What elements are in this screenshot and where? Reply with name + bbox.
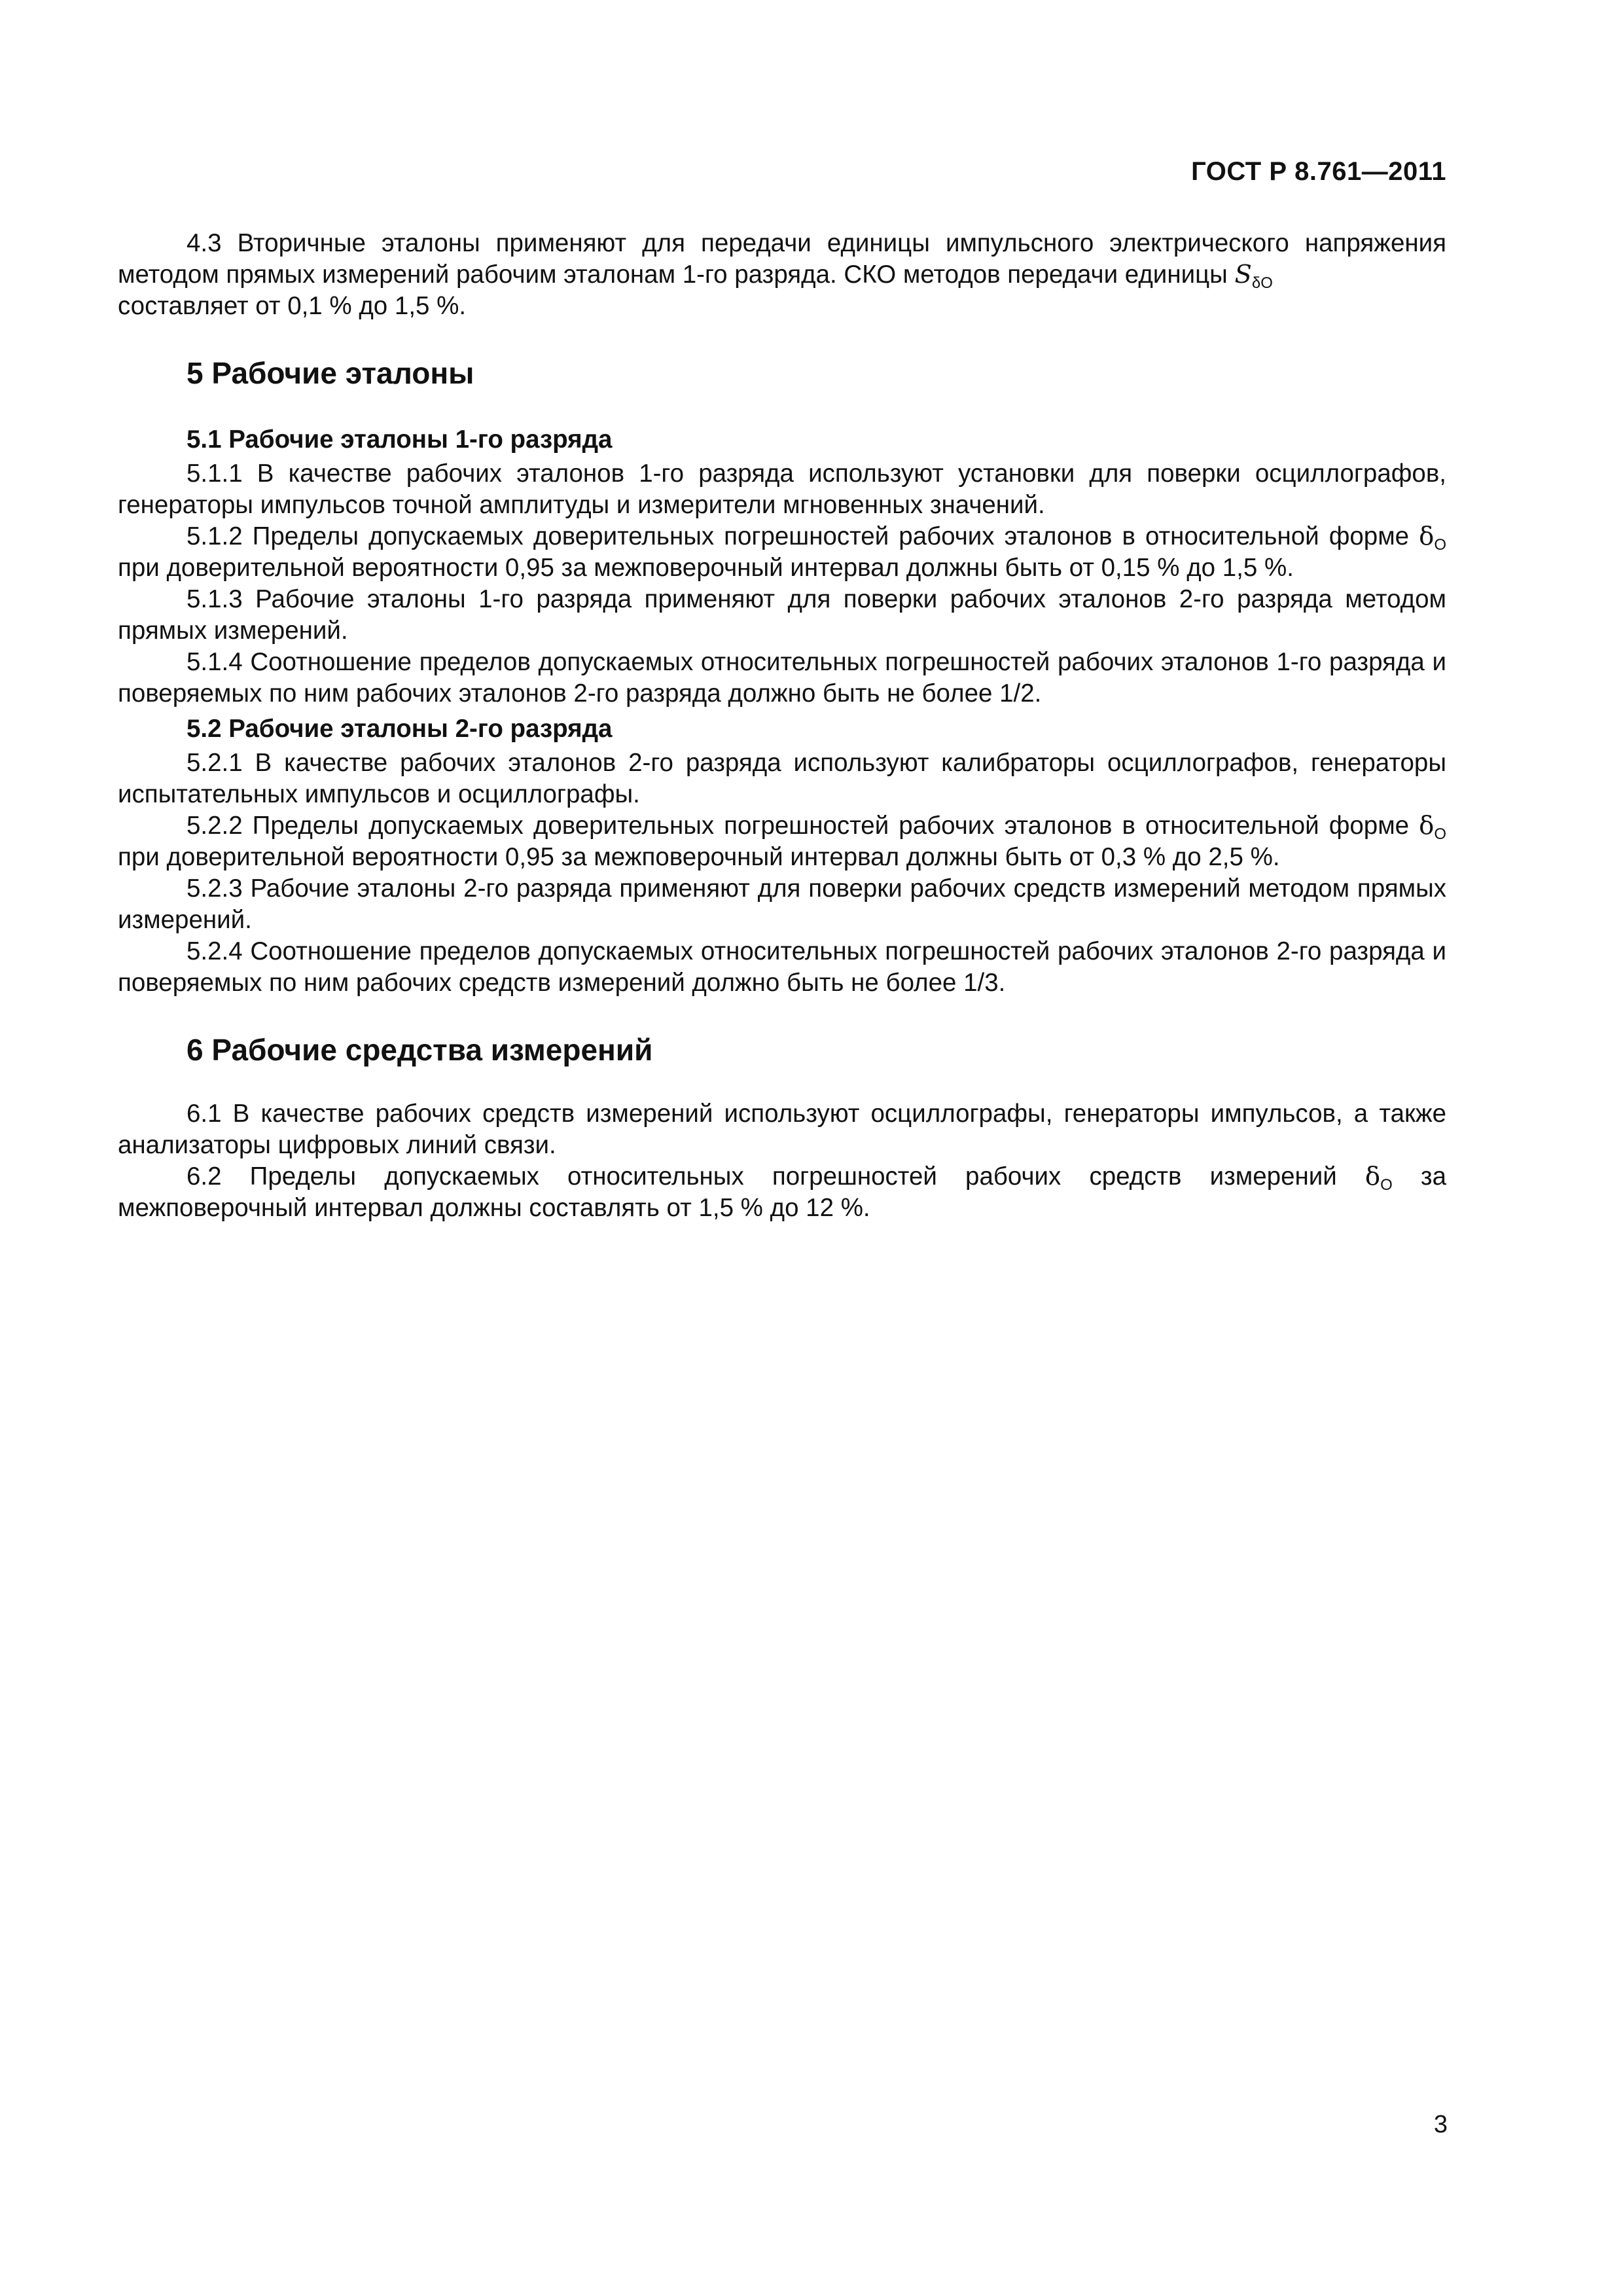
paragraph-5-1-3: 5.1.3 Рабочие эталоны 1-го разряда применяют для поверки рабочих эталонов 2-го разряда методом прямых измерений. [118, 585, 1446, 645]
symbol-delta: δ [1419, 811, 1435, 840]
paragraph-5-2-4: 5.2.4 Соотношение пределов допускаемых относительных погрешностей рабочих эталонов 2-го разряда и поверяемых по ним рабочих средств измерений должно быть не более 1/3. [118, 937, 1446, 997]
symbol-s-subscript: δO [1251, 274, 1273, 292]
paragraph-6-2 [118, 1161, 1446, 1224]
paragraph-6-1: 6.1 В качестве рабочих средств измерений используют осциллографы, генераторы импульсов, а также анализаторы цифровых линий связи. [118, 1100, 1446, 1159]
paragraph-5-1-1: 5.1.1 В качестве рабочих эталонов 1-го разряда используют установки для поверки осциллографов, генераторы импульсов точной амплитуды и измерители мгновенных значений. [118, 459, 1446, 519]
symbol-delta: δ [1364, 1162, 1381, 1191]
paragraph-5-1-2-a: 5.1.2 Пределы допускаемых доверительных погрешностей рабочих эталонов в относительной форме [187, 522, 1419, 550]
paragraph-5-2-2-a: 5.2.2 Пределы допускаемых доверительных погрешностей рабочих эталонов в относительной форме [187, 812, 1419, 840]
symbol-delta-subscript: O [1434, 536, 1446, 554]
symbol-s: S [1234, 260, 1252, 289]
paragraph-6-2-a: 6.2 Пределы допускаемых относительных погрешностей рабочих средств измерений [187, 1162, 1365, 1191]
symbol-delta: δ [1419, 522, 1435, 551]
section-6-title: 6 Рабочие средства измерений [187, 1033, 653, 1067]
paragraph-5-2-3: 5.2.3 Рабочие эталоны 2-го разряда применяют для поверки рабочих средств измерений методом прямых измерений. [118, 874, 1446, 934]
page-number: 3 [1433, 2111, 1448, 2138]
symbol-delta-subscript: O [1434, 825, 1446, 843]
paragraph-5-1-2-b: при доверительной вероятности 0,95 за межповерочный интервал должны быть от 0,15 % до 1,5 %. [118, 554, 1294, 582]
section-5-1-title: 5.1 Рабочие эталоны 1-го разряда [187, 425, 613, 454]
paragraph-4-3-text: 4.3 Вторичные эталоны применяют для передачи единицы импульсного электрического напряжения методом прямых измерений рабочим эталонам 1-го разряда. СКО методов передачи единицы [118, 229, 1446, 289]
section-5-2-title: 5.2 Рабочие эталоны 2-го разряда [187, 715, 613, 743]
paragraph-4-3-tail: составляет от 0,1 % до 1,5 %. [118, 292, 467, 320]
symbol-delta-subscript: O [1380, 1176, 1393, 1194]
paragraph-5-2-2 [118, 810, 1446, 873]
page-content [118, 228, 1446, 1224]
paragraph-5-2-2-b: при доверительной вероятности 0,95 за межповерочный интервал должны быть от 0,3 % до 2,5 %. [118, 843, 1280, 871]
paragraph-6-2-b: за межповерочный интервал должны составлять от 1,5 % до 12 %. [118, 1162, 1446, 1222]
paragraph-4-3 [118, 228, 1446, 291]
section-5-title: 5 Рабочие эталоны [187, 356, 474, 390]
paragraph-5-2-1: 5.2.1 В качестве рабочих эталонов 2-го разряда используют калибраторы осциллографов, генераторы испытательных импульсов и осциллографы. [118, 749, 1446, 808]
paragraph-5-1-4: 5.1.4 Соотношение пределов допускаемых относительных погрешностей рабочих эталонов 1-го разряда и поверяемых по ним рабочих эталонов 2-го разряда должно быть не более 1/2. [118, 648, 1446, 708]
document-code: ГОСТ Р 8.761—2011 [1191, 157, 1446, 186]
paragraph-5-1-2 [118, 521, 1446, 584]
